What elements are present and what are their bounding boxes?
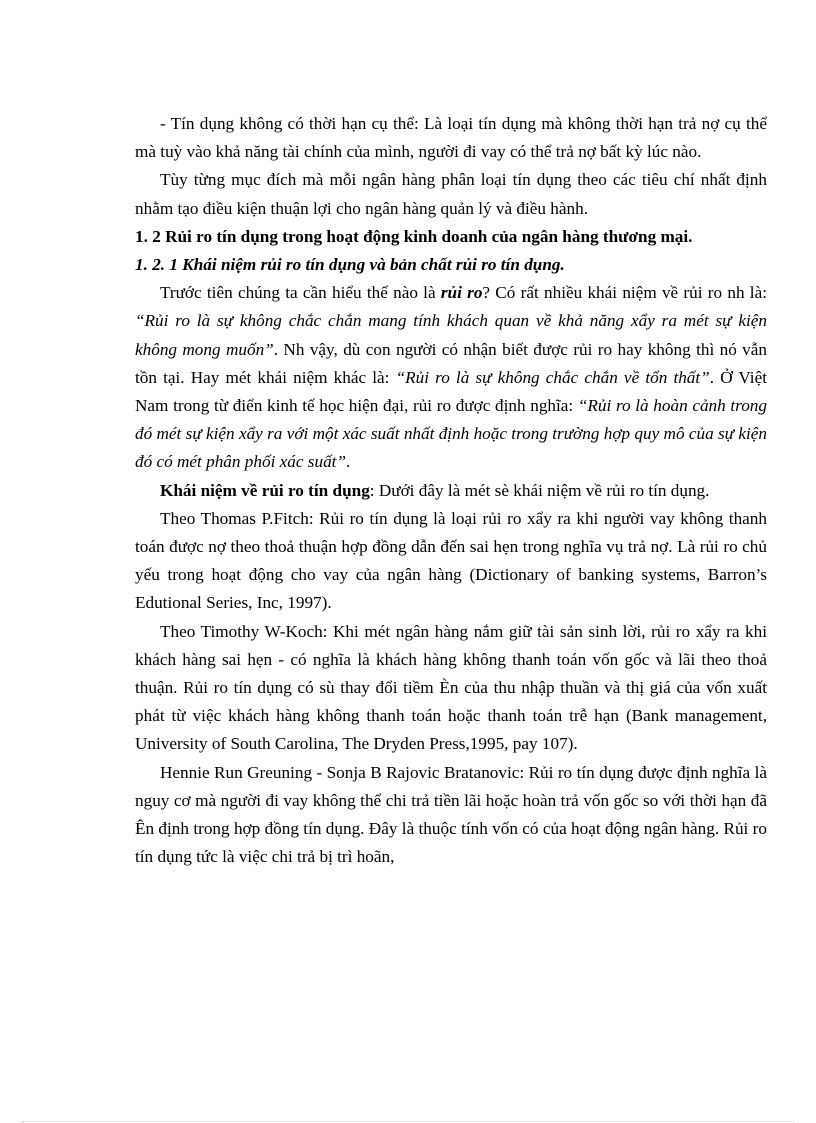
classification-paragraph: Tùy từng mục đích mà mỗi ngân hàng phân loại tín dụng theo các tiêu chí nhất định nhằm tạo điều kiện thuận lợi cho ngân hàng quản lý và điều hành. — [135, 170, 767, 218]
risk-quote-2: “Rủi ro là sự không chắc chắn về tổn thất” — [395, 367, 710, 387]
risk-text-2: ? Có rất nhiều khái niệm về rủi ro nh là: — [482, 283, 767, 303]
bullet-dash: - — [160, 114, 166, 133]
risk-text-5: . — [346, 452, 351, 472]
section-heading-1-2: 1. 2 Rủi ro tín dụng trong hoạt động kinh doanh của ngân hàng thương mại. — [135, 226, 693, 246]
document-body — [135, 110, 767, 871]
fitch-paragraph: Theo Thomas P.Fitch: Rủi ro tín dụng là loại rủi ro xẩy ra khi người vay không thanh toán được nợ theo thoả thuận hợp đồng dẫn đến sai hẹn trong nghĩa vụ trả nợ. Là rủi ro chủ yếu trong hoạt động cho vay của ngân hàng (Dictionary of banking systems, Barron’s Edutional Series, Inc, 1997). — [135, 508, 767, 613]
risk-quote-1: “Rủi ro là sự không chắc chắn mang tính khách quan về khả năng xẩy ra mét sự kiện không mong muốn” — [135, 311, 767, 359]
risk-text-4: . Ở Việt Nam trong từ điển kinh tế học hiện đại, rủi ro được định nghĩa: — [135, 367, 767, 416]
koch-paragraph: Theo Timothy W-Koch: Khi mét ngân hàng nắm giữ tài sản sinh lời, rủi ro xẩy ra khi khách hàng sai hẹn - có nghĩa là khách hàng không thanh toán vốn gốc và lãi theo thoả thuận. Rủi ro tín dụng có sù thay đổi tiềm Èn của thu nhập thuần và thị giá của vốn xuất phát từ việc khách hàng không thanh toán hoặc thanh toán trễ hạn (Bank management, University of South Carolina, The Dryden Press,1995, pay 107). — [135, 621, 767, 754]
greuning-paragraph: Hennie Run Greuning - Sonja B Rajovic Bratanovic: Rủi ro tín dụng được định nghĩa là nguy cơ mà người đi vay không thể chi trả tiền lãi hoặc hoàn trả vốn gốc so với thời hạn đã Ên định trong hợp đồng tín dụng. Đây là thuộc tính vốn có của hoạt động ngân hàng. Rủi ro tín dụng tức là việc chi trả bị trì hoãn, — [135, 762, 767, 867]
risk-text-1: Trước tiên chúng ta cần hiểu thế nào là — [160, 283, 441, 303]
risk-term: rủi ro — [440, 283, 483, 303]
bullet-paragraph — [135, 110, 767, 166]
risk-definition-paragraph — [135, 279, 767, 476]
risk-quote-3: “Rủi ro là hoàn cảnh trong đó mét sự kiện xẩy ra với một xác suất nhất định hoặc trong trường hợp quy mô của sự kiện đó có mét phân phối xác suất” — [135, 396, 767, 472]
credit-risk-text: : Dưới đây là mét sè khái niệm về rủi ro tín dụng. — [369, 480, 710, 500]
risk-text-3: . Nh vậy, dù con người có nhận biết được rủi ro hay không thì nó vẫn tồn tại. Hay mét khái niệm khác là: — [135, 339, 768, 387]
credit-risk-label: Khái niệm về rủi ro tín dụng — [160, 480, 370, 500]
bullet-text: Tín dụng không có thời hạn cụ thể: Là loại tín dụng mà không thời hạn trả nợ cụ thể mà tuỳ vào khả năng tài chính của mình, người đi vay có thể trả nợ bất kỳ lúc nào. — [135, 114, 767, 162]
page-bottom-divider — [22, 1121, 794, 1122]
credit-risk-definition-paragraph — [135, 477, 767, 505]
section-heading-1-2-1: 1. 2. 1 Khái niệm rủi ro tín dụng và bản chất rủi ro tín dụng. — [135, 255, 565, 275]
